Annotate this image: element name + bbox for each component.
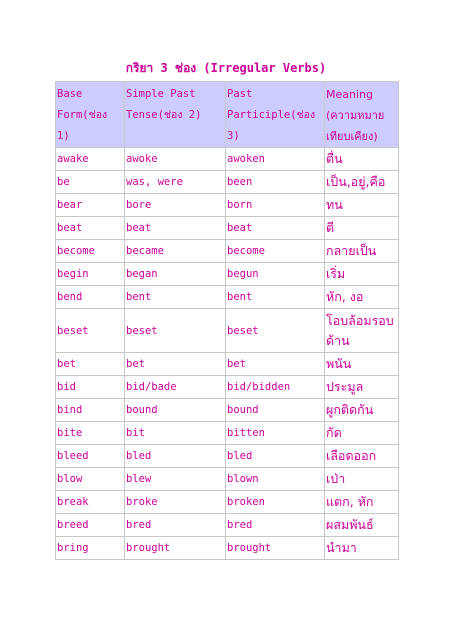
meaning-cell: แตก, หัก (325, 491, 399, 514)
past-participle-cell: begun (226, 263, 325, 286)
meaning-cell: ตี (325, 217, 399, 240)
simple-past-cell: beset (125, 309, 226, 353)
table-row (56, 171, 399, 194)
base-form-cell: awake (56, 148, 125, 171)
simple-past-cell: became (125, 240, 226, 263)
past-participle-cell: bet (226, 353, 325, 376)
irregular-verbs-table (55, 81, 399, 560)
base-form-cell: bleed (56, 445, 125, 468)
past-participle-cell: blown (226, 468, 325, 491)
meaning-cell: ผสมพันธ์ (325, 514, 399, 537)
past-participle-cell: bred (226, 514, 325, 537)
base-form-cell: be (56, 171, 125, 194)
table-row (56, 537, 399, 560)
base-form-cell: blow (56, 468, 125, 491)
header-meaning: Meaning (ความหมายเทียบเคียง) (325, 82, 399, 148)
table-row (56, 445, 399, 468)
table-row (56, 399, 399, 422)
simple-past-cell: bit (125, 422, 226, 445)
base-form-cell: break (56, 491, 125, 514)
past-participle-cell: bled (226, 445, 325, 468)
meaning-cell: ตื่น (325, 148, 399, 171)
meaning-cell: ทน (325, 194, 399, 217)
simple-past-cell: bore (125, 194, 226, 217)
simple-past-cell: blew (125, 468, 226, 491)
past-participle-cell: bent (226, 286, 325, 309)
past-participle-cell: bid/bidden (226, 376, 325, 399)
past-participle-cell: bitten (226, 422, 325, 445)
simple-past-cell: awoke (125, 148, 226, 171)
simple-past-cell: bled (125, 445, 226, 468)
table-body (56, 148, 399, 560)
past-participle-cell: beat (226, 217, 325, 240)
simple-past-cell: was, were (125, 171, 226, 194)
base-form-cell: bind (56, 399, 125, 422)
table-row (56, 263, 399, 286)
table-row (56, 376, 399, 399)
base-form-cell: beset (56, 309, 125, 353)
meaning-cell: เลือดออก (325, 445, 399, 468)
header-past-participle: Past Participle(ช่อง 3) (226, 82, 325, 148)
simple-past-cell: began (125, 263, 226, 286)
base-form-cell: bear (56, 194, 125, 217)
base-form-cell: beat (56, 217, 125, 240)
table-row (56, 286, 399, 309)
simple-past-cell: bid/bade (125, 376, 226, 399)
meaning-cell: กัด (325, 422, 399, 445)
table-row (56, 491, 399, 514)
meaning-cell: กลายเป็น (325, 240, 399, 263)
meaning-cell: เริ่ม (325, 263, 399, 286)
table-row (56, 217, 399, 240)
past-participle-cell: born (226, 194, 325, 217)
meaning-cell: ผูกติดกัน (325, 399, 399, 422)
table-row (56, 514, 399, 537)
table-row (56, 353, 399, 376)
base-form-cell: bid (56, 376, 125, 399)
past-participle-cell: broken (226, 491, 325, 514)
base-form-cell: breed (56, 514, 125, 537)
base-form-cell: bet (56, 353, 125, 376)
past-participle-cell: become (226, 240, 325, 263)
table-row (56, 468, 399, 491)
table-row (56, 309, 399, 353)
header-base-form: Base Form(ช่อง 1) (56, 82, 125, 148)
table-row (56, 194, 399, 217)
simple-past-cell: broke (125, 491, 226, 514)
meaning-cell: ประมูล (325, 376, 399, 399)
table-row (56, 148, 399, 171)
base-form-cell: bite (56, 422, 125, 445)
table-header (56, 82, 399, 148)
meaning-cell: หัก, งอ (325, 286, 399, 309)
meaning-cell: เป็น,อยู่,คือ (325, 171, 399, 194)
simple-past-cell: beat (125, 217, 226, 240)
base-form-cell: begin (56, 263, 125, 286)
past-participle-cell: brought (226, 537, 325, 560)
meaning-cell: นำมา (325, 537, 399, 560)
meaning-cell: โอบล้อมรอบด้าน (325, 309, 399, 353)
meaning-cell: เป่า (325, 468, 399, 491)
base-form-cell: bring (56, 537, 125, 560)
table-row (56, 422, 399, 445)
past-participle-cell: awoken (226, 148, 325, 171)
simple-past-cell: brought (125, 537, 226, 560)
table-row (56, 240, 399, 263)
base-form-cell: bend (56, 286, 125, 309)
simple-past-cell: bent (125, 286, 226, 309)
header-row (56, 82, 399, 148)
simple-past-cell: bet (125, 353, 226, 376)
past-participle-cell: bound (226, 399, 325, 422)
header-simple-past: Simple Past Tense(ช่อง 2) (125, 82, 226, 148)
base-form-cell: become (56, 240, 125, 263)
page-title: กริยา 3 ช่อง (Irregular Verbs) (125, 61, 327, 75)
simple-past-cell: bred (125, 514, 226, 537)
meaning-cell: พนัน (325, 353, 399, 376)
simple-past-cell: bound (125, 399, 226, 422)
past-participle-cell: been (226, 171, 325, 194)
past-participle-cell: beset (226, 309, 325, 353)
